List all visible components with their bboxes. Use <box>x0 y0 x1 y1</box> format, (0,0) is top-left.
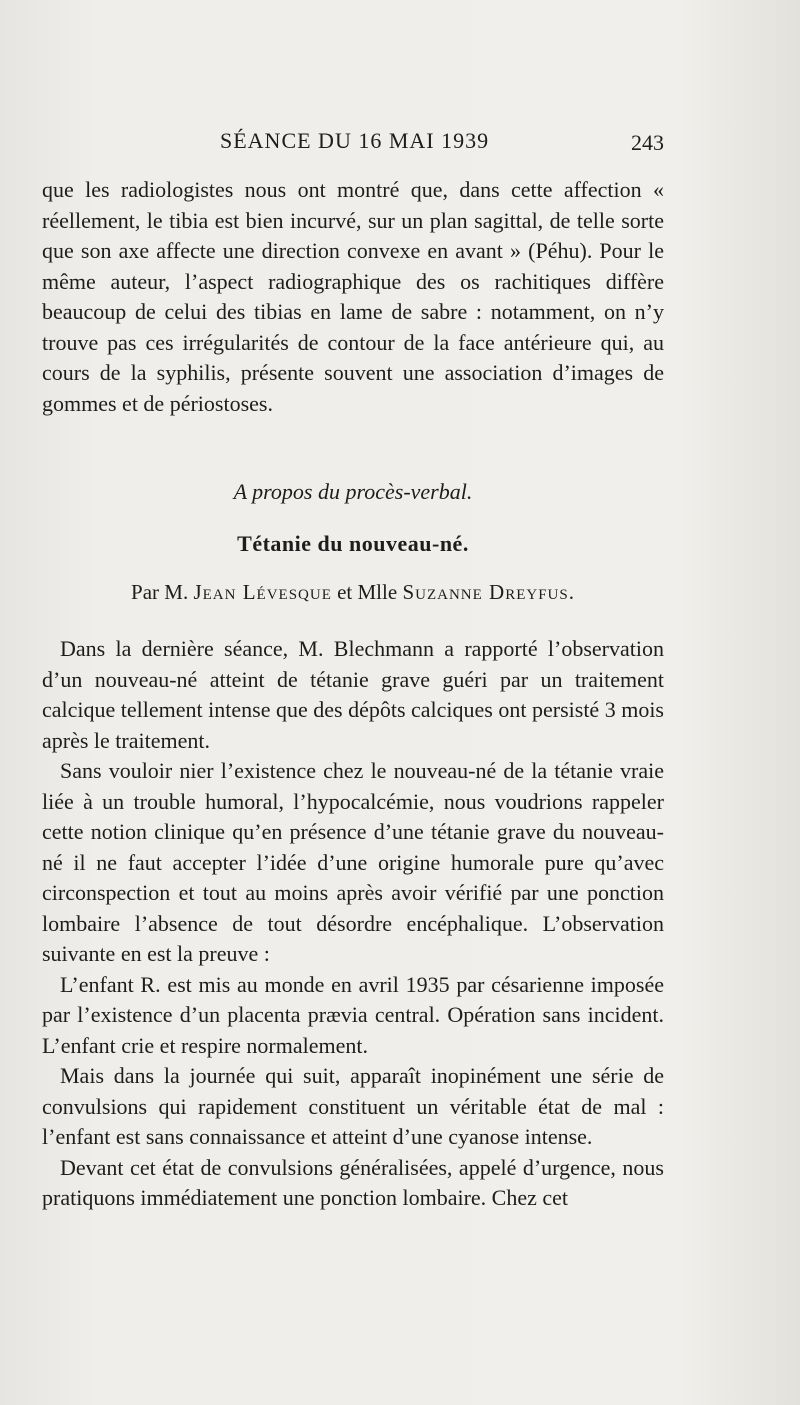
body-paragraph-2: Sans vouloir nier l’existence chez le nouveau-né de la tétanie vraie liée à un trouble humoral, l’hypocalcémie, nous voudrions rappeler cette notion clinique qu’en présence d’une tétanie grave du nouveau-né il ne faut accepter l’idée d’une origine humorale pure qu’avec circonspection et tout au moins après avoir vérifié par une ponction lombaire l’absence de tout désordre encéphalique. L’observation suivante en est la preuve : <box>42 758 664 966</box>
body-paragraph-3: L’enfant R. est mis au monde en avril 1935 par césarienne imposée par l’existence d’un placenta prævia central. Opération sans incident. L’enfant crie et respire normalement. <box>42 971 664 1058</box>
running-title: SÉANCE DU 16 MAI 1939 <box>220 128 490 153</box>
article-title: Tétanie du nouveau-né. <box>237 531 469 556</box>
author-name-2: Suzanne Dreyfus. <box>402 580 575 604</box>
article-authors <box>42 580 664 605</box>
authors-conjunction: et Mlle <box>337 580 398 604</box>
section-title: A propos du procès-verbal. <box>233 479 473 504</box>
author-name-1: Jean Lévesque <box>193 580 332 604</box>
running-header <box>42 128 664 162</box>
body-paragraph-5: Devant cet état de convulsions généralisées, appelé d’urgence, nous pratiquons immédiatement une ponction lombaire. Chez cet <box>42 1154 664 1210</box>
body-paragraph-1: Dans la dernière séance, M. Blechmann a rapporté l’observation d’un nouveau-né atteint de tétanie grave guéri par un traitement calcique tellement intense que des dépôts calciques ont persisté 3 mois après le traitement. <box>42 636 664 753</box>
article-body <box>42 634 664 1214</box>
continuation-paragraph <box>42 175 664 419</box>
body-paragraph-4: Mais dans la journée qui suit, apparaît inopinément une série de convulsions qui rapidement constituent un véritable état de mal : l’enfant est sans connaissance et atteint d’une cyanose intense. <box>42 1063 664 1149</box>
page-number: 243 <box>631 130 664 155</box>
authors-prefix: Par M. <box>131 580 189 604</box>
continuation-text: que les radiologistes nous ont montré que, dans cette affection « réellement, le tibia est bien incurvé, sur un plan sagittal, de telle sorte que son axe affecte une direction convexe en avant » (Péhu). Pour le même auteur, l’aspect radiographique des os rachitiques diffère beaucoup de celui des tibias en lame de sabre : notamment, on n’y trouve pas ces irrégularités de contour de la face antérieure qui, au cours de la syphilis, présente souvent une association d’images de gommes et de périostoses. <box>42 177 664 416</box>
